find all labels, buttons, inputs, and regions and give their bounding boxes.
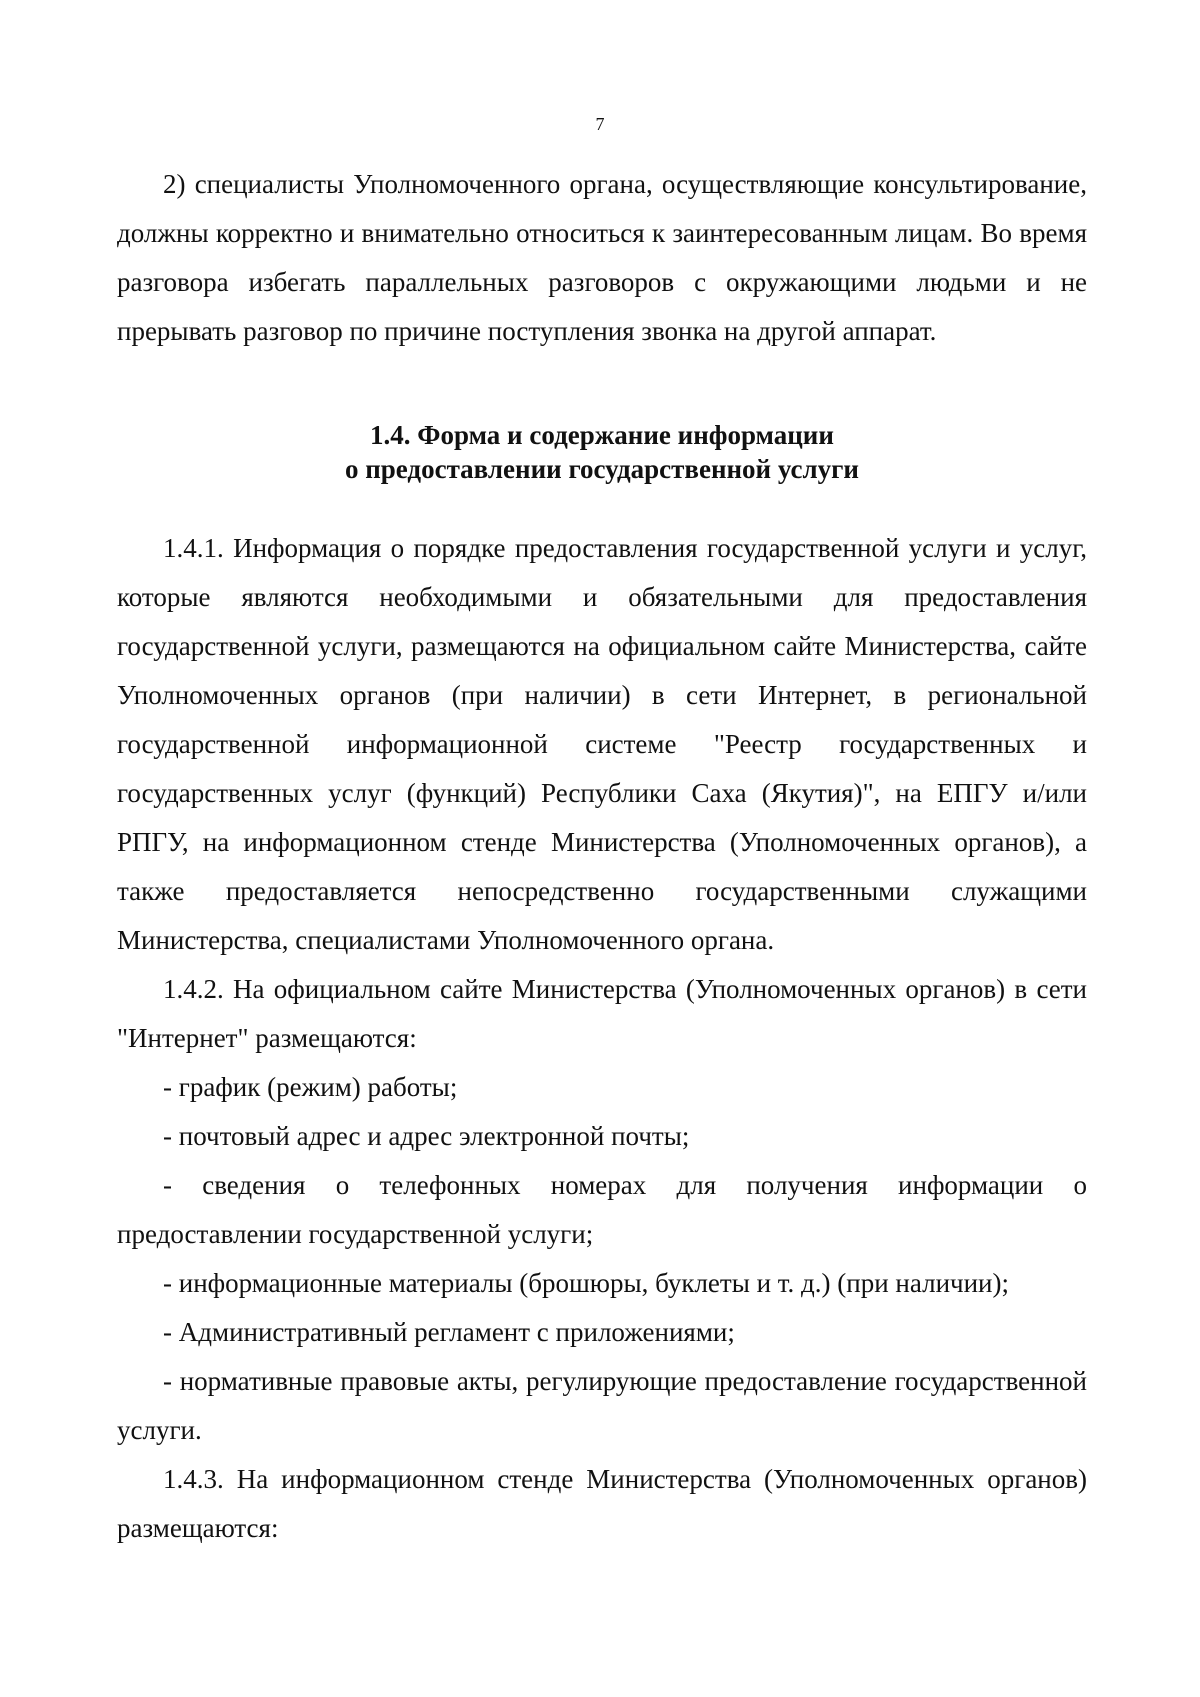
list-item: - нормативные правовые акты, регулирующие предоставление государственной услуги. [117, 1366, 1087, 1445]
paragraph-1-4-1: 1.4.1. Информация о порядке предоставления государственной услуги и услуг, которые являются необходимыми и обязательными для предоставления государственной услуги, размещаются на официальном сайте Министерства, сайте Уполномоченных органов (при наличии) в сети Интернет, в региональной государственной информационной системе "Реестр государственных и государственных услуг (функций) Республики Саха (Якутия)", на ЕПГУ и/или РПГУ, на информационном стенде Министерства (Уполномоченных органов), а также предоставляется непосредственно государственными служащими Министерства, специалистами Уполномоченного органа. [117, 533, 1087, 955]
list-item: - Административный регламент с приложениями; [163, 1317, 735, 1347]
list-item: - график (режим) работы; [163, 1072, 458, 1102]
list-item: - почтовый адрес и адрес электронной почты; [163, 1121, 690, 1151]
paragraph-consultation-rules: 2) специалисты Уполномоченного органа, осуществляющие консультирование, должны корректно и внимательно относиться к заинтересованным лицам. Во время разговора избегать параллельных разговоров с окружающими людьми и не прерывать разговор по причине поступления звонка на другой аппарат. [117, 169, 1087, 346]
list-item: - сведения о телефонных номерах для получения информации о предоставлении государственной услуги; [117, 1170, 1087, 1249]
section-heading [117, 418, 1087, 486]
section-heading-line-1: 1.4. Форма и содержание информации [370, 420, 834, 450]
list-item: - информационные материалы (брошюры, буклеты и т. д.) (при наличии); [163, 1268, 1009, 1298]
page-number: 7 [595, 114, 605, 134]
paragraph-1-4-2: 1.4.2. На официальном сайте Министерства (Уполномоченных органов) в сети "Интернет" размещаются: [117, 974, 1087, 1053]
paragraph-1-4-3: 1.4.3. На информационном стенде Министерства (Уполномоченных органов) размещаются: [117, 1464, 1087, 1543]
document-body [117, 160, 1087, 1553]
section-heading-line-2: о предоставлении государственной услуги [344, 454, 859, 484]
